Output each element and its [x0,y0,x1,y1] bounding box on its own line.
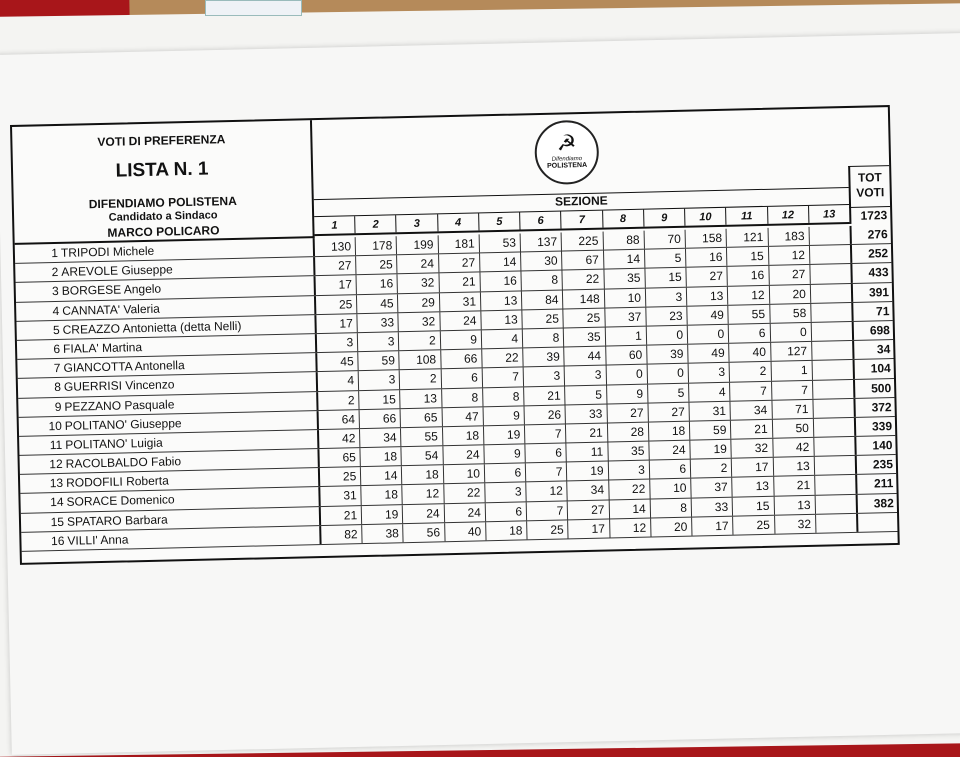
vote-cell: 25 [342,469,357,484]
vote-cell: 28 [607,422,649,441]
vote-cell: 18 [485,521,527,540]
vote-cell: 15 [732,496,774,515]
vote-cell: 0 [769,323,811,342]
vote-cell: 8 [482,387,524,406]
vote-cell: 9 [606,384,648,403]
vote-cell: 11 [566,443,608,462]
row-total: 140 [854,436,895,455]
vote-cell: 121 [726,228,768,247]
vote-cell: 1 [604,327,646,346]
vote-cell: 84 [521,290,563,309]
vote-cell: 67 [561,251,603,270]
row-total: 372 [853,398,894,417]
vote-cell: 30 [520,252,562,271]
vote-cell: 20 [650,517,692,536]
vote-cell: 19 [483,425,525,444]
vote-cell: 7 [525,463,567,482]
vote-cell: 17 [731,458,773,477]
vote-cell: 56 [403,523,445,542]
vote-cell: 25 [522,309,564,328]
vote-cell [813,418,855,437]
mayor-candidate: MARCO POLICARO [107,223,220,240]
logo-area [312,108,849,200]
candidate-name: SORACE Domenico [66,492,175,510]
vote-cell: 10 [649,479,691,498]
candidate-number: 14 [50,495,64,510]
vote-cell: 16 [356,275,398,294]
vote-cell: 18 [360,447,402,466]
vote-cell: 49 [686,306,728,325]
vote-cell: 148 [562,289,604,308]
vote-cell: 13 [732,477,774,496]
vote-cell: 6 [525,444,567,463]
vote-cell: 13 [480,310,522,329]
vote-cell [814,475,856,494]
vote-cell: 181 [437,234,479,253]
vote-cell: 35 [603,269,645,288]
section-label: SEZIONE [554,193,608,209]
vote-cell: 24 [442,445,484,464]
vote-cell: 27 [686,267,728,286]
vote-cell: 9 [482,406,524,425]
vote-cell: 24 [443,503,485,522]
vote-cell: 7 [524,424,566,443]
tot-voti-header: TOT VOTI [848,165,890,208]
section-number: 1 [331,219,338,232]
vote-cell: 22 [608,480,650,499]
vote-cell: 65 [342,450,357,465]
vote-cell [815,514,857,533]
vote-cell: 32 [397,274,439,293]
vote-cell: 6 [649,460,691,479]
vote-cell: 2 [398,331,440,350]
row-total: 252 [850,244,891,263]
section-number: 9 [643,209,685,227]
vote-cell: 27 [567,500,609,519]
candidate-number: 10 [48,418,62,433]
vote-cell: 53 [479,233,521,252]
vote-cell [811,341,853,360]
row-total: 104 [853,359,894,378]
vote-cell: 25 [732,516,774,535]
candidate-rows [15,225,898,552]
vote-cell: 24 [439,311,481,330]
vote-cell: 22 [481,349,523,368]
vote-cell: 225 [561,232,603,251]
vote-cell: 16 [685,248,727,267]
list-header [12,120,315,245]
row-total: 235 [855,455,896,474]
candidate-name: VILLI' Anna [67,532,129,548]
vote-cell: 59 [357,351,399,370]
candidate-name: SPATARO Barbara [66,512,168,529]
row-total: 500 [853,379,894,398]
candidate-name: RACOLBALDO Fabio [65,454,182,471]
candidate-name: CREAZZO Antonietta (detta Nelli) [62,318,242,337]
vote-cell: 42 [341,431,356,446]
candidate-name: RODOFILI Roberta [65,473,169,491]
row-total: 71 [851,302,892,321]
vote-cell: 178 [355,236,397,255]
vote-cell: 3 [688,363,730,382]
row-total: 698 [852,321,893,340]
vote-cell: 3 [523,367,565,386]
vote-cell: 25 [563,308,605,327]
section-number: 12 [767,206,809,224]
vote-cell: 9 [483,444,525,463]
vote-cell: 7 [526,501,568,520]
section-number: 10 [684,208,726,226]
vote-cell: 21 [773,476,815,495]
vote-cell: 59 [689,421,731,440]
logo-text-main: POLISTENA [546,161,588,170]
party-logo [534,120,599,185]
vote-cell: 27 [647,402,689,421]
vote-cell: 18 [442,426,484,445]
vote-cell: 21 [565,423,607,442]
vote-cell: 22 [443,484,485,503]
vote-cell: 158 [685,229,727,248]
vote-cell: 15 [644,268,686,287]
section-number: 3 [396,214,438,232]
candidate-number: 6 [53,341,61,357]
vote-cell: 31 [343,488,357,503]
vote-cell: 34 [567,481,609,500]
grand-total: 1723 [849,207,890,224]
vote-cell: 21 [438,273,480,292]
vote-cell: 70 [643,230,685,249]
vote-cell: 17 [568,519,610,538]
vote-cell: 0 [605,365,647,384]
vote-cell: 45 [356,294,398,313]
candidate-number: 9 [54,399,62,414]
vote-cell: 39 [646,345,688,364]
vote-cell: 29 [397,293,439,312]
vote-cell: 20 [768,284,810,303]
candidate-name: FIALA' Martina [62,340,143,356]
vote-cell: 40 [444,522,486,541]
vote-cell: 17 [338,277,353,292]
vote-cell: 24 [402,504,444,523]
vote-cell: 13 [400,389,442,408]
vote-cell: 32 [398,312,440,331]
logo-text-small: Difendiamo [551,156,583,163]
vote-cell: 55 [400,427,442,446]
vote-cell [810,303,852,322]
vote-cell: 49 [687,344,729,363]
row-total: 339 [854,417,895,436]
list-number: LISTA N. 1 [115,158,209,182]
vote-cell: 34 [730,400,772,419]
candidate-name: BORGESE Angelo [61,281,162,299]
vote-cell: 88 [602,231,644,250]
vote-cell: 66 [359,409,401,428]
vote-cell: 58 [769,304,811,323]
vote-cell [809,245,851,264]
vote-cell: 6 [440,369,482,388]
vote-cell: 25 [526,520,568,539]
table-title: VOTI DI PREFERENZA [97,132,226,150]
row-total: 433 [850,263,891,282]
vote-cell: 12 [727,285,769,304]
vote-cell: 16 [727,266,769,285]
candidate-name: AREVOLE Giuseppe [61,262,173,280]
row-total: 276 [850,225,891,244]
vote-cell: 0 [646,326,688,345]
vote-cell: 5 [644,249,686,268]
section-number: 8 [602,210,644,228]
candidate-number: 1 [51,245,59,261]
list-name: DIFENDIAMO POLISTENA [88,193,237,212]
vote-cell [810,284,852,303]
vote-cell [812,399,854,418]
candidate-number: 2 [51,265,59,280]
section-number: 2 [354,215,396,233]
candidate-number: 7 [53,361,61,376]
vote-cell: 27 [768,265,810,284]
vote-cell: 66 [440,349,482,368]
vote-cell: 3 [358,371,400,390]
vote-cell: 137 [520,233,562,252]
section-number: 4 [437,213,479,231]
vote-cell: 130 [330,239,352,254]
vote-cell: 27 [438,254,480,273]
vote-cell: 82 [344,527,358,542]
vote-cell: 8 [650,498,692,517]
vote-cell: 14 [360,466,402,485]
vote-cell [812,379,854,398]
vote-cell [808,226,850,245]
vote-cell: 7 [482,368,524,387]
candidate-number: 16 [50,533,65,548]
vote-cell: 71 [771,400,813,419]
vote-cell: 27 [337,258,352,273]
vote-cell [809,264,851,283]
vote-cell: 9 [439,330,481,349]
vote-cell: 13 [686,286,728,305]
vote-cell: 33 [691,497,733,516]
vote-cell: 18 [648,422,690,441]
vote-cell: 199 [396,235,438,254]
vote-cell: 32 [731,439,773,458]
vote-cell: 7 [771,380,813,399]
vote-cell: 31 [439,292,481,311]
vote-cell: 45 [340,354,354,369]
vote-cell: 50 [771,419,813,438]
vote-cell: 64 [341,411,356,427]
vote-cell: 0 [687,325,729,344]
section-number: 11 [725,207,767,225]
vote-cell: 39 [522,348,564,367]
vote-cell: 18 [361,486,403,505]
vote-cell: 60 [605,346,647,365]
vote-cell: 25 [338,296,353,312]
candidate-number: 4 [52,303,60,318]
vote-cell: 3 [484,483,526,502]
vote-cell [814,495,856,514]
vote-cell: 19 [689,440,731,459]
vote-cell: 25 [355,255,397,274]
vote-cell: 38 [361,524,403,543]
vote-cell: 33 [565,404,607,423]
vote-cell: 6 [485,502,527,521]
vote-cell: 12 [768,246,810,265]
vote-cell: 37 [604,307,646,326]
candidate-number: 5 [52,322,60,337]
vote-cell: 23 [645,306,687,325]
vote-cell: 16 [479,272,521,291]
vote-cell: 8 [521,271,563,290]
vote-cell: 24 [397,255,439,274]
vote-cell: 33 [357,313,399,332]
vote-cell: 13 [772,457,814,476]
vote-cell: 19 [566,462,608,481]
vote-cell: 13 [480,291,522,310]
candidate-name: PEZZANO Pasquale [64,396,175,414]
vote-cell [813,437,855,456]
vote-cell: 13 [773,495,815,514]
vote-cell: 55 [728,305,770,324]
vote-cell: 17 [691,517,733,536]
vote-cell: 47 [441,407,483,426]
vote-cell: 4 [481,329,523,348]
vote-cell [811,360,853,379]
vote-cell: 12 [402,485,444,504]
vote-cell: 0 [646,364,688,383]
vote-cell: 32 [774,515,816,534]
vote-cell: 22 [562,270,604,289]
vote-cell [811,322,853,341]
vote-cell: 21 [523,386,565,405]
section-number: 5 [478,212,520,230]
vote-cell: 127 [770,342,812,361]
vote-cell: 8 [441,388,483,407]
candidate-number: 13 [49,476,64,491]
vote-cell: 24 [648,441,690,460]
candidate-name: POLITANO' Luigia [65,435,163,452]
candidate-number: 3 [51,284,59,299]
vote-cell: 34 [359,428,401,447]
vote-cell: 3 [607,461,649,480]
vote-cell: 14 [479,253,521,272]
row-total: 391 [851,283,892,302]
vote-cell: 1 [770,361,812,380]
vote-cell: 15 [358,390,400,409]
vote-cell: 15 [726,247,768,266]
vote-cell: 2 [690,459,732,478]
vote-cell: 3 [564,366,606,385]
vote-cell: 10 [604,288,646,307]
vote-cell: 2 [729,362,771,381]
vote-cell: 17 [339,316,353,331]
vote-cell: 3 [346,335,354,350]
vote-cell: 37 [690,478,732,497]
row-total [856,513,897,532]
section-number: 6 [519,212,561,230]
vote-cell: 3 [357,332,399,351]
vote-cell: 2 [347,392,355,407]
vote-cell: 4 [347,373,355,388]
vote-cell: 21 [730,420,772,439]
preference-votes-table [10,105,900,565]
vote-cell: 12 [525,482,567,501]
candidate-name: CANNATA' Valeria [62,301,161,318]
vote-cell: 40 [728,343,770,362]
vote-cell: 6 [728,324,770,343]
vote-cell: 35 [607,442,649,461]
vote-cell: 4 [688,382,730,401]
vote-cell: 6 [484,464,526,483]
row-total: 211 [855,474,896,493]
vote-cell: 108 [399,350,441,369]
candidate-number: 8 [54,380,62,395]
row-total: 382 [856,494,897,513]
candidate-number: 12 [49,456,63,472]
vote-cell: 8 [522,328,564,347]
vote-cell [814,456,856,475]
section-number: 13 [808,205,850,223]
candidate-number: 11 [49,437,63,453]
vote-cell: 7 [729,381,771,400]
vote-cell: 65 [400,408,442,427]
vote-cell: 14 [603,250,645,269]
candidate-number: 15 [50,514,65,529]
candidate-name: GIANCOTTA Antonella [63,358,185,375]
vote-cell: 5 [647,383,689,402]
vote-cell: 42 [772,438,814,457]
vote-cell: 35 [563,328,605,347]
vote-cell: 54 [401,446,443,465]
vote-cell: 19 [361,505,403,524]
candidate-name: POLITANO' Giuseppe [64,415,182,433]
candidate-name: TRIPODI Michele [60,243,155,260]
vote-cell: 31 [689,401,731,420]
vote-cell: 5 [564,385,606,404]
row-total: 34 [852,340,893,359]
vote-cell: 27 [606,403,648,422]
vote-cell: 14 [608,499,650,518]
candidate-label: Candidato a Sindaco [108,209,218,224]
vote-cell: 26 [524,405,566,424]
vote-cell: 12 [609,518,651,537]
vote-cell: 21 [343,507,358,523]
candidate-name: GUERRISI Vincenzo [63,377,175,395]
section-number: 7 [561,211,603,229]
vote-cell: 183 [767,227,809,246]
vote-cell: 2 [399,370,441,389]
vote-cell: 3 [645,287,687,306]
vote-cell: 10 [443,465,485,484]
hammer-sickle-icon: ☭ [556,130,577,156]
vote-cell: 18 [401,466,443,485]
corner-tab [205,0,302,16]
vote-cell: 44 [564,347,606,366]
